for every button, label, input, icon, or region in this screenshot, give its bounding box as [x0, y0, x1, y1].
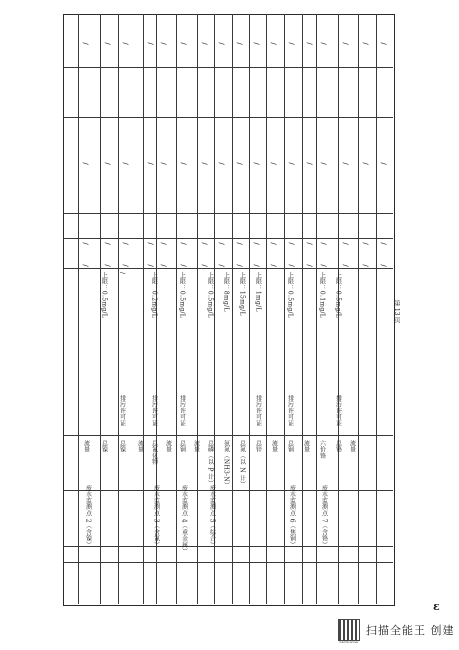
scanner-brand-text: 扫描全能王 创建	[366, 624, 455, 637]
empty-slash-mark: /	[341, 264, 350, 267]
empty-slash-mark: /	[341, 42, 350, 45]
parameter-name: 氨氮（NH3-N）	[222, 440, 230, 489]
empty-slash-mark: /	[103, 42, 112, 45]
permit-basis: 排污许可证	[178, 395, 186, 427]
monitoring-point-name: 废水监测点 5（综合）	[208, 485, 216, 549]
limit-value: 上限：0.2mg/L	[150, 272, 158, 319]
parameter-name: 总氰化物	[150, 440, 158, 466]
limit-value: 上限：0.5mg/L	[178, 272, 186, 319]
empty-slash-mark: /	[179, 264, 188, 267]
empty-slash-mark: /	[269, 264, 278, 267]
empty-slash-mark: /	[305, 162, 314, 165]
monitoring-point-name: 废水监测点 3（含氰）	[152, 485, 160, 549]
empty-slash-mark: /	[361, 264, 370, 267]
empty-slash-mark: /	[81, 242, 90, 245]
parameter-name: 总镍	[100, 440, 108, 453]
empty-slash-mark: /	[200, 242, 209, 245]
empty-slash-mark: /	[81, 162, 90, 165]
column-rule	[232, 14, 233, 604]
row-rule	[63, 213, 393, 214]
empty-slash-mark: /	[159, 42, 168, 45]
parameter-name: 总氮（以 N 计）	[238, 440, 246, 488]
empty-slash-mark: /	[269, 42, 278, 45]
row-rule	[63, 562, 393, 563]
empty-slash-mark: /	[379, 162, 388, 165]
empty-slash-mark: /	[159, 242, 168, 245]
empty-slash-mark: /	[341, 242, 350, 245]
row-rule	[63, 435, 393, 436]
permit-basis: 排污许可证	[118, 395, 126, 427]
empty-slash-mark: /	[103, 264, 112, 267]
empty-slash-mark: /	[121, 264, 130, 267]
parameter-name: 总锌	[254, 440, 262, 453]
empty-slash-mark: /	[81, 42, 90, 45]
empty-slash-mark: /	[379, 264, 388, 267]
empty-slash-mark: /	[341, 162, 350, 165]
parameter-name: 总镍	[118, 440, 126, 453]
parameter-name: 流量	[270, 440, 278, 453]
parameter-name: 总磷（以 P 计）	[206, 440, 214, 487]
empty-slash-mark: /	[121, 162, 130, 165]
empty-slash-mark: /	[235, 264, 244, 267]
column-rule	[78, 14, 79, 604]
empty-slash-mark: /	[200, 42, 209, 45]
row-rule	[63, 546, 393, 547]
row-rule	[63, 268, 393, 269]
permit-basis: 排污许可证	[286, 395, 294, 427]
empty-slash-mark: /	[179, 242, 188, 245]
empty-slash-mark: /	[287, 242, 296, 245]
row-rule	[63, 117, 393, 118]
row-rule	[63, 490, 393, 491]
parameter-name: 总铜	[178, 440, 186, 453]
parameter-name: 流量	[302, 440, 310, 453]
parameter-name: 六价铬	[318, 440, 326, 459]
empty-slash-mark: /	[217, 42, 226, 45]
empty-slash-mark: /	[319, 264, 328, 267]
empty-slash-mark: /	[379, 242, 388, 245]
empty-slash-mark: /	[217, 162, 226, 165]
empty-slash-mark: /	[146, 162, 155, 165]
empty-slash-mark: /	[200, 264, 209, 267]
parameter-name: 流量	[136, 440, 144, 453]
empty-slash-mark: /	[103, 162, 112, 165]
empty-slash-mark: /	[200, 162, 209, 165]
permit-basis: 排污许可证	[334, 395, 342, 427]
empty-slash-mark: /	[121, 42, 130, 45]
qr-label: CamScanner	[339, 640, 359, 644]
empty-slash-mark: /	[319, 162, 328, 165]
column-rule	[118, 14, 119, 604]
empty-slash-mark: /	[179, 42, 188, 45]
column-rule	[302, 14, 303, 604]
limit-value: 上限：0.5mg/L	[206, 272, 214, 319]
limit-value: 上限：0.5mg/L	[334, 272, 342, 319]
empty-slash-mark: /	[217, 264, 226, 267]
parameter-name: 总铜	[286, 440, 294, 453]
column-rule	[376, 14, 377, 604]
page-number: 第 13 页	[393, 300, 400, 324]
limit-value: 上限：1mg/L	[254, 272, 262, 312]
parameter-name: 流量	[192, 440, 200, 453]
parameter-name: 总铬	[334, 440, 342, 453]
empty-slash-mark: /	[146, 242, 155, 245]
column-rule	[249, 14, 250, 604]
column-rule	[176, 14, 177, 604]
empty-slash-mark: /	[252, 42, 261, 45]
empty-slash-mark: /	[103, 242, 112, 245]
scanner-footer	[338, 619, 455, 644]
qr-code-icon	[338, 619, 360, 644]
parameter-name: 流量	[348, 440, 356, 453]
limit-value: /	[118, 272, 126, 275]
column-rule	[358, 14, 359, 604]
empty-slash-mark: /	[319, 42, 328, 45]
empty-slash-mark: /	[146, 264, 155, 267]
limit-value: 上限：0.5mg/L	[286, 272, 294, 319]
monitoring-point-name: 废水监测点 4（重金属）	[180, 485, 188, 555]
column-rule	[143, 14, 144, 604]
empty-slash-mark: /	[121, 242, 130, 245]
empty-slash-mark: /	[159, 264, 168, 267]
limit-value: 上限：0.5mg/L	[100, 272, 108, 319]
limit-value: 上限：8mg/L	[222, 272, 230, 312]
empty-slash-mark: /	[305, 242, 314, 245]
empty-slash-mark: /	[269, 242, 278, 245]
empty-slash-mark: /	[361, 42, 370, 45]
parameter-name: 流量	[82, 440, 90, 453]
empty-slash-mark: /	[287, 264, 296, 267]
empty-slash-mark: /	[81, 264, 90, 267]
empty-slash-mark: /	[361, 162, 370, 165]
limit-value: 上限：0.1mg/L	[318, 272, 326, 319]
empty-slash-mark: /	[287, 162, 296, 165]
empty-slash-mark: /	[146, 42, 155, 45]
empty-slash-mark: /	[252, 264, 261, 267]
limit-value: 上限：15mg/L	[238, 272, 246, 316]
empty-slash-mark: /	[235, 242, 244, 245]
column-rule	[197, 14, 198, 604]
permit-basis: 排污许可证	[254, 395, 262, 427]
monitoring-point-name: 废水监测点 7（含铬）	[320, 485, 328, 549]
empty-slash-mark: /	[287, 42, 296, 45]
empty-slash-mark: /	[235, 162, 244, 165]
permit-basis: 排污许可证	[150, 395, 158, 427]
empty-slash-mark: /	[159, 162, 168, 165]
empty-slash-mark: /	[319, 242, 328, 245]
column-rule	[266, 14, 267, 604]
column-rule	[316, 14, 317, 604]
parameter-name: 流量	[164, 440, 172, 453]
empty-slash-mark: /	[235, 42, 244, 45]
empty-slash-mark: /	[361, 242, 370, 245]
column-rule	[284, 14, 285, 604]
row-rule	[63, 238, 393, 239]
corner-mark: ε	[433, 600, 440, 613]
empty-slash-mark: /	[179, 162, 188, 165]
empty-slash-mark: /	[305, 264, 314, 267]
row-rule	[63, 67, 393, 68]
empty-slash-mark: /	[252, 162, 261, 165]
empty-slash-mark: /	[217, 242, 226, 245]
empty-slash-mark: /	[379, 42, 388, 45]
empty-slash-mark: /	[305, 42, 314, 45]
monitoring-point-name: 废水监测点 6（焦铜）	[288, 485, 296, 549]
monitoring-point-name: 废水监测点 2（含镍）	[84, 485, 92, 549]
empty-slash-mark: /	[252, 242, 261, 245]
empty-slash-mark: /	[269, 162, 278, 165]
